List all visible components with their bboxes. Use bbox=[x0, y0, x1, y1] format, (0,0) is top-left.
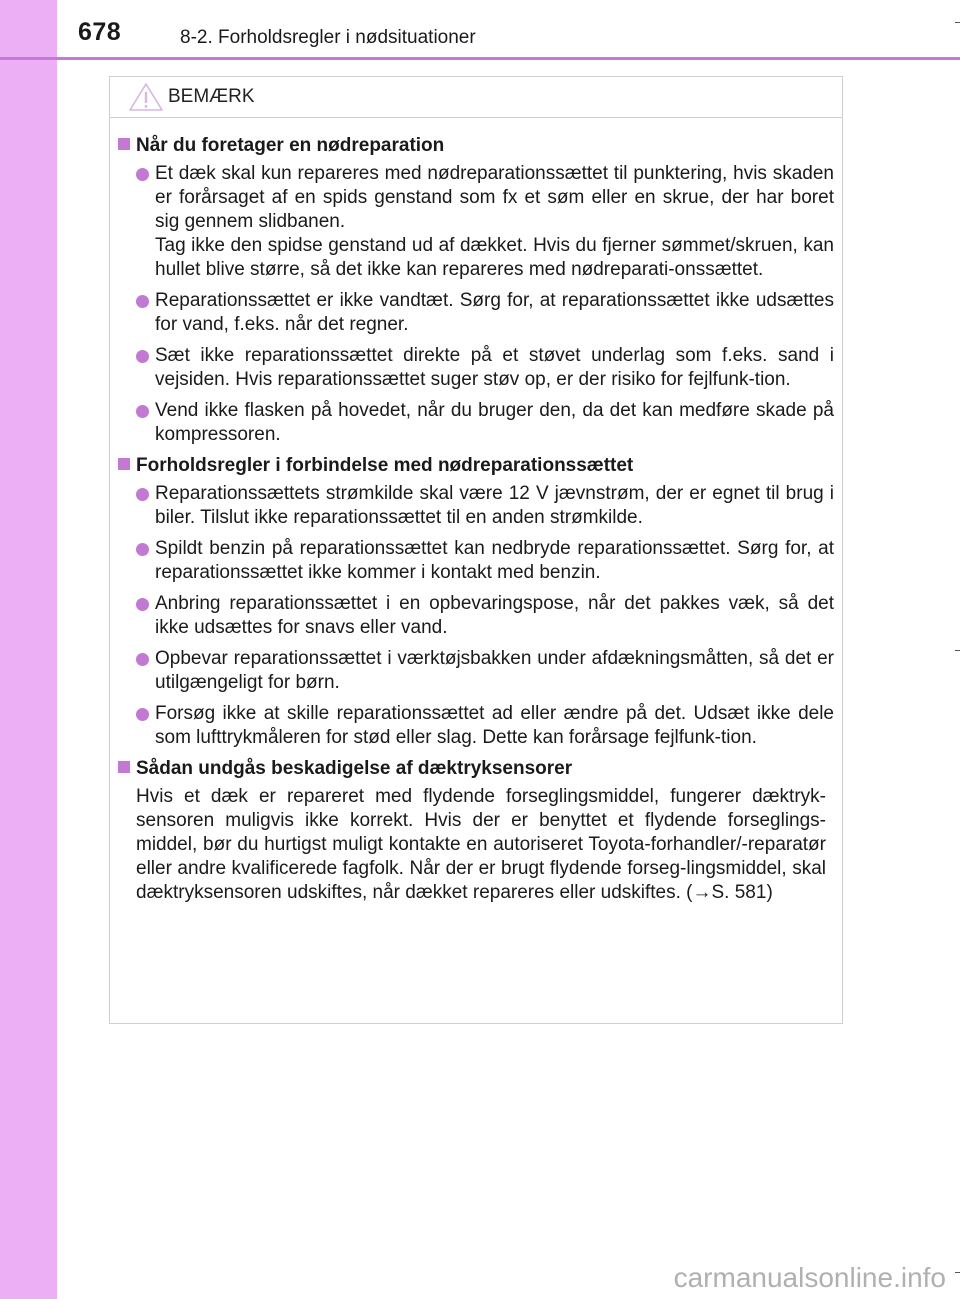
bullet-item bbox=[136, 162, 834, 282]
round-bullet-icon bbox=[136, 350, 149, 363]
bullet-text: Reparationssættets strømkilde skal være 12 V jævnstrøm, der er egnet til brug i biler. Tilslut ikke reparationssættet til en anden strømkilde. bbox=[155, 483, 834, 528]
warning-triangle-icon bbox=[128, 82, 164, 112]
round-bullet-icon bbox=[136, 405, 149, 418]
section-title: 8-2. Forholdsregler i nødsituationer bbox=[180, 27, 476, 48]
round-bullet-icon bbox=[136, 488, 149, 501]
notice-box bbox=[109, 76, 843, 1024]
section-paragraph: Hvis et dæk er repareret med flydende forseglingsmiddel, fungerer dæktryk-sensoren muligvis ikke korrekt. Hvis der er benyttet et flydende forseglings-middel, bør du hurtigst muligt kontakte en autoriseret Toyota-forhandler/-reparatør eller andre kvalificerede fagfolk. Når der er brugt flydende forseg-lingsmiddel, skal dæktryksensoren udskiftes, når dækket repareres eller udskiftes. (→S. 581) bbox=[136, 786, 826, 903]
notice-body bbox=[110, 118, 842, 905]
header-corner bbox=[0, 0, 57, 58]
round-bullet-icon bbox=[136, 543, 149, 556]
crop-mark bbox=[955, 650, 960, 651]
bullet-item bbox=[136, 647, 834, 695]
notice-label: BEMÆRK bbox=[168, 86, 255, 107]
round-bullet-icon bbox=[136, 708, 149, 721]
bullet-item bbox=[136, 482, 834, 530]
square-bullet-icon bbox=[118, 761, 130, 773]
bullet-text: Anbring reparationssættet i en opbevaringspose, når det pakkes væk, så det ikke udsættes for snavs eller vand. bbox=[155, 593, 834, 638]
square-bullet-icon bbox=[118, 458, 130, 470]
square-bullet-icon bbox=[118, 138, 130, 150]
round-bullet-icon bbox=[136, 598, 149, 611]
crop-mark bbox=[955, 22, 960, 23]
crop-mark bbox=[955, 1272, 960, 1273]
header-rule bbox=[0, 57, 960, 60]
bullet-list bbox=[136, 162, 834, 447]
bullet-item bbox=[136, 344, 834, 392]
section-heading: Forholdsregler i forbindelse med nødreparationssættet bbox=[136, 455, 634, 476]
bullet-text: Opbevar reparationssættet i værktøjsbakken under afdækningsmåtten, så det er utilgængeligt for børn. bbox=[155, 648, 834, 693]
notice-section bbox=[118, 134, 834, 447]
bullet-item bbox=[136, 592, 834, 640]
round-bullet-icon bbox=[136, 653, 149, 666]
bullet-text: Reparationssættet er ikke vandtæt. Sørg for, at reparationssættet ikke udsættes for vand, f.eks. når det regner. bbox=[155, 290, 834, 335]
bullet-text: Sæt ikke reparationssættet direkte på et støvet underlag som f.eks. sand i vejsiden. Hvis reparationssættet suger støv op, er der risiko for fejlfunk-tion. bbox=[155, 345, 834, 390]
bullet-text: Vend ikke flasken på hovedet, når du bruger den, da det kan medføre skade på kompressoren. bbox=[155, 400, 834, 445]
watermark: carmanualsonline.info bbox=[673, 1262, 946, 1293]
notice-section bbox=[118, 757, 834, 905]
bullet-item bbox=[136, 537, 834, 585]
notice-section bbox=[118, 454, 834, 750]
section-heading: Sådan undgås beskadigelse af dæktryksensorer bbox=[136, 758, 573, 779]
side-color-band bbox=[0, 0, 57, 1299]
page-number: 678 bbox=[78, 18, 122, 46]
bullet-text: Spildt benzin på reparationssættet kan nedbryde reparationssættet. Sørg for, at reparationssættet ikke kommer i kontakt med benzin. bbox=[155, 538, 834, 583]
bullet-list bbox=[136, 482, 834, 750]
bullet-item bbox=[136, 399, 834, 447]
round-bullet-icon bbox=[136, 168, 149, 181]
notice-header bbox=[110, 77, 842, 118]
bullet-item bbox=[136, 289, 834, 337]
bullet-item bbox=[136, 702, 834, 750]
section-heading: Når du foretager en nødreparation bbox=[136, 135, 445, 156]
round-bullet-icon bbox=[136, 295, 149, 308]
page-header bbox=[0, 0, 960, 58]
bullet-text: Forsøg ikke at skille reparationssættet ad eller ændre på det. Udsæt ikke dele som lufttrykmåleren for stød eller slag. Dette kan forårsage fejlfunk-tion. bbox=[155, 703, 834, 748]
bullet-text: Et dæk skal kun repareres med nødreparationssættet til punktering, hvis skaden er forårsaget af en spids genstand som fx et søm eller en skrue, der har boret sig gennem slidbanen. Tag ikke den spidse genstand ud af dækket. Hvis du fjerner sømmet/skruen, kan hullet blive større, så det ikke kan repareres med nødreparati-onssættet. bbox=[155, 163, 834, 280]
